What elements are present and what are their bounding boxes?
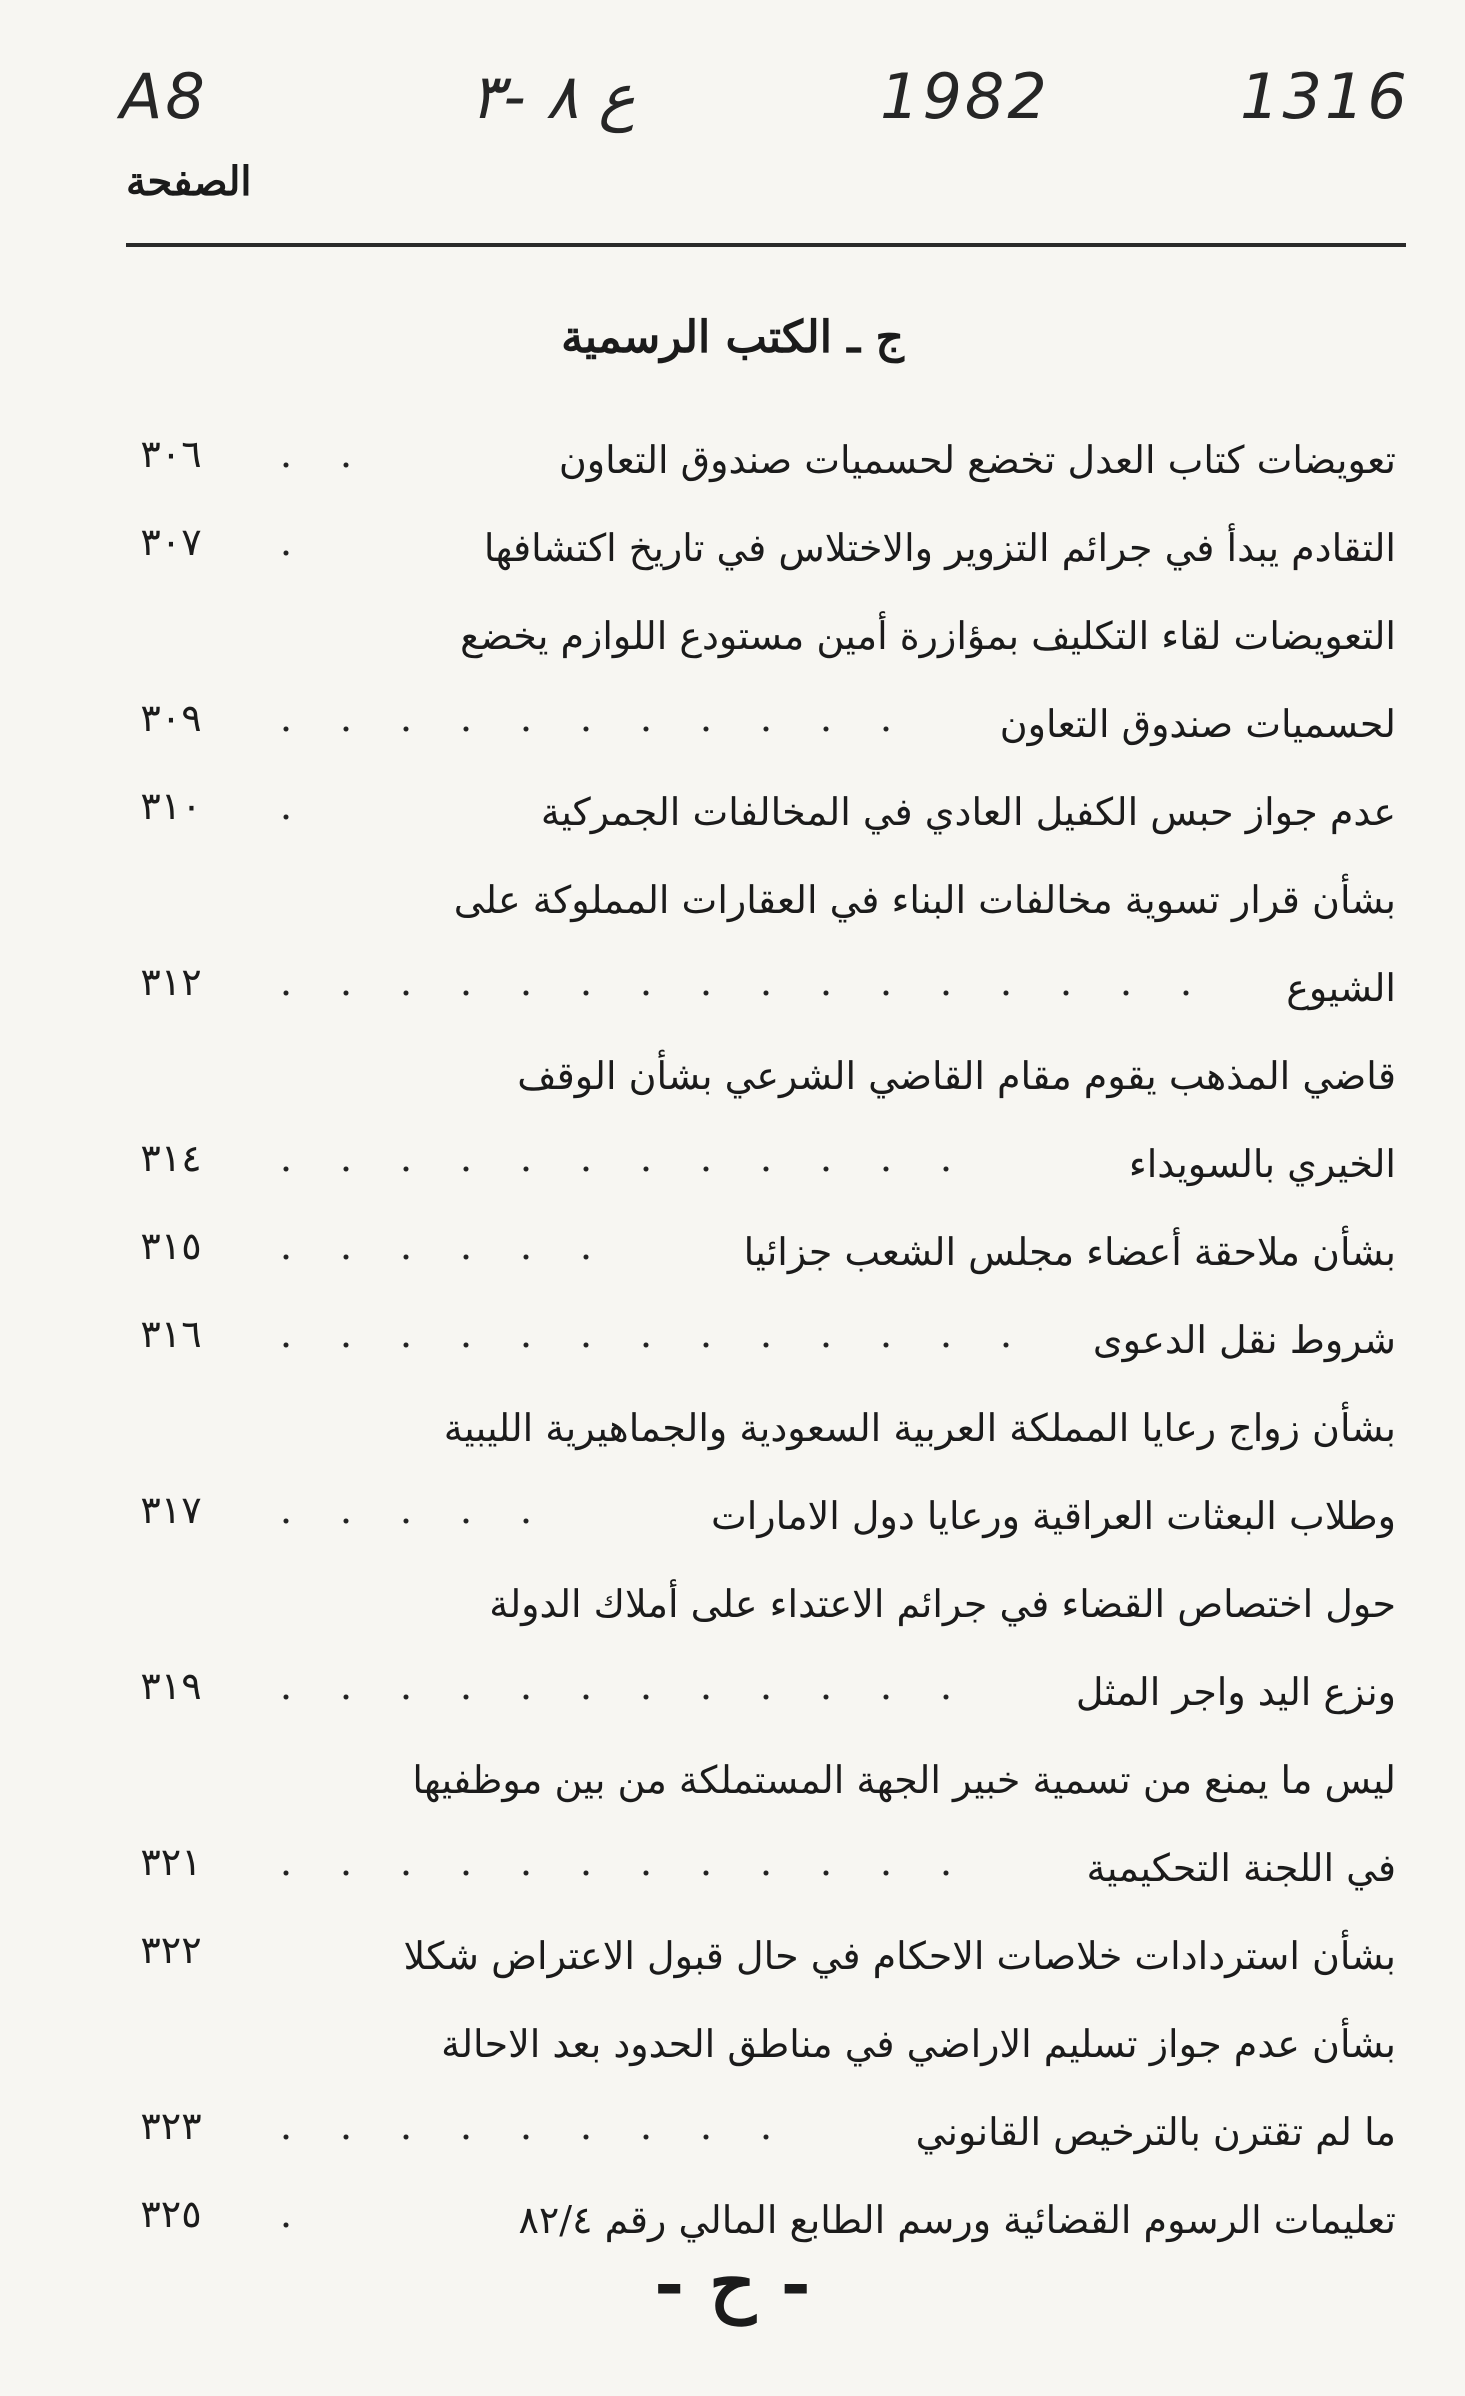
- toc-entry: [96, 1916, 1396, 2004]
- toc-entry: [96, 1300, 1396, 1388]
- entry-text: التعويضات لقاء التكليف بمؤازرة أمين مستودع اللوازم يخضع: [460, 614, 1396, 658]
- header-divider: [126, 243, 1406, 247]
- entry-text: التقادم يبدأ في جرائم التزوير والاختلاس في تاريخ اكتشافها: [483, 526, 1396, 570]
- toc-entry: [96, 1036, 1396, 1212]
- entry-text: بشأن زواج رعايا المملكة العربية السعودية والجماهيرية الليبية: [443, 1406, 1396, 1450]
- dot-leader: [256, 988, 1196, 998]
- entry-page-number: ٣١٠: [140, 784, 202, 828]
- entry-text: لحسميات صندوق التعاون: [999, 702, 1396, 746]
- entry-text: بشأن قرار تسوية مخالفات البناء في العقارات المملوكة على: [453, 878, 1396, 922]
- entry-page-number: ٣٠٦: [140, 432, 202, 476]
- entry-text: ليس ما يمنع من تسمية خبير الجهة المستملكة من بين موظفيها: [412, 1758, 1396, 1802]
- entry-text: الشيوع: [1286, 966, 1396, 1010]
- entry-page-number: ٣١٩: [140, 1664, 202, 1708]
- entry-page-number: ٣٢٥: [140, 2192, 202, 2236]
- page-column-label: الصفحة: [126, 158, 252, 205]
- dot-leader: [256, 1252, 636, 1262]
- entry-text: وطلاب البعثات العراقية ورعايا دول الامارات: [710, 1494, 1396, 1538]
- entry-text: ما لم تقترن بالترخيص القانوني: [915, 2110, 1396, 2154]
- dot-leader: [256, 2220, 336, 2230]
- toc-entry: [96, 508, 1396, 596]
- entry-text: بشأن استردادات خلاصات الاحكام في حال قبول الاعتراض شكلا: [403, 1934, 1396, 1978]
- entry-page-number: ٣١٢: [140, 960, 202, 1004]
- entry-text: الخيري بالسويداء: [1128, 1142, 1396, 1186]
- dot-leader: [256, 1516, 536, 1526]
- dot-leader: [256, 1164, 996, 1174]
- entry-text: بشأن ملاحقة أعضاء مجلس الشعب جزائيا: [743, 1230, 1396, 1274]
- dot-leader: [256, 2132, 776, 2142]
- entry-text: شروط نقل الدعوى: [1092, 1318, 1396, 1362]
- dot-leader: [256, 812, 326, 822]
- entry-page-number: ٣١٦: [140, 1312, 202, 1356]
- toc-entry: [96, 1740, 1396, 1916]
- section-title: ج ـ الكتب الرسمية: [561, 312, 904, 363]
- toc-entry: [96, 596, 1396, 772]
- entry-page-number: ٣٢٢: [140, 1928, 202, 1972]
- entry-text: تعويضات كتاب العدل تخضع لحسميات صندوق التعاون: [558, 438, 1396, 482]
- dot-leader: [256, 460, 356, 470]
- entry-text: قاضي المذهب يقوم مقام القاضي الشرعي بشأن الوقف: [517, 1054, 1396, 1098]
- entry-page-number: ٣٠٩: [140, 696, 202, 740]
- dot-leader: [256, 724, 896, 734]
- entry-text: بشأن عدم جواز تسليم الاراضي في مناطق الحدود بعد الاحالة: [441, 2022, 1396, 2066]
- handwritten-year: 1982: [880, 60, 1050, 133]
- entry-page-number: ٣٠٧: [140, 520, 202, 564]
- dot-leader: [256, 548, 296, 558]
- dot-leader: [256, 1340, 1056, 1350]
- entry-page-number: ٣٢١: [140, 1840, 202, 1884]
- entry-text: حول اختصاص القضاء في جرائم الاعتداء على أملاك الدولة: [489, 1582, 1396, 1626]
- entry-page-number: ٣١٧: [140, 1488, 202, 1532]
- entry-page-number: ٣٢٣: [140, 2104, 202, 2148]
- entry-page-number: ٣١٥: [140, 1224, 202, 1268]
- toc-entry: [96, 1388, 1396, 1564]
- toc-entry: [96, 1212, 1396, 1300]
- entry-text: ونزع اليد واجر المثل: [1075, 1670, 1396, 1714]
- toc-entry: [96, 772, 1396, 860]
- handwritten-file-ref: ع ٨ -٣: [470, 60, 636, 133]
- table-of-contents: [96, 420, 1396, 2268]
- toc-entry: [96, 860, 1396, 1036]
- toc-entry: [96, 420, 1396, 508]
- dot-leader: [256, 1868, 976, 1878]
- entry-text: في اللجنة التحكيمية: [1086, 1846, 1396, 1890]
- entry-text: تعليمات الرسوم القضائية ورسم الطابع المالي رقم ٨٢/٤: [518, 2198, 1396, 2242]
- handwritten-serial: 1316: [1240, 60, 1410, 133]
- toc-entry: [96, 1564, 1396, 1740]
- dot-leader: [256, 1692, 956, 1702]
- entry-text: عدم جواز حبس الكفيل العادي في المخالفات الجمركية: [540, 790, 1396, 834]
- entry-page-number: ٣١٤: [140, 1136, 202, 1180]
- page-folio: - ح -: [654, 2240, 811, 2325]
- toc-entry: [96, 2004, 1396, 2180]
- handwritten-item-ref: A8: [120, 60, 208, 133]
